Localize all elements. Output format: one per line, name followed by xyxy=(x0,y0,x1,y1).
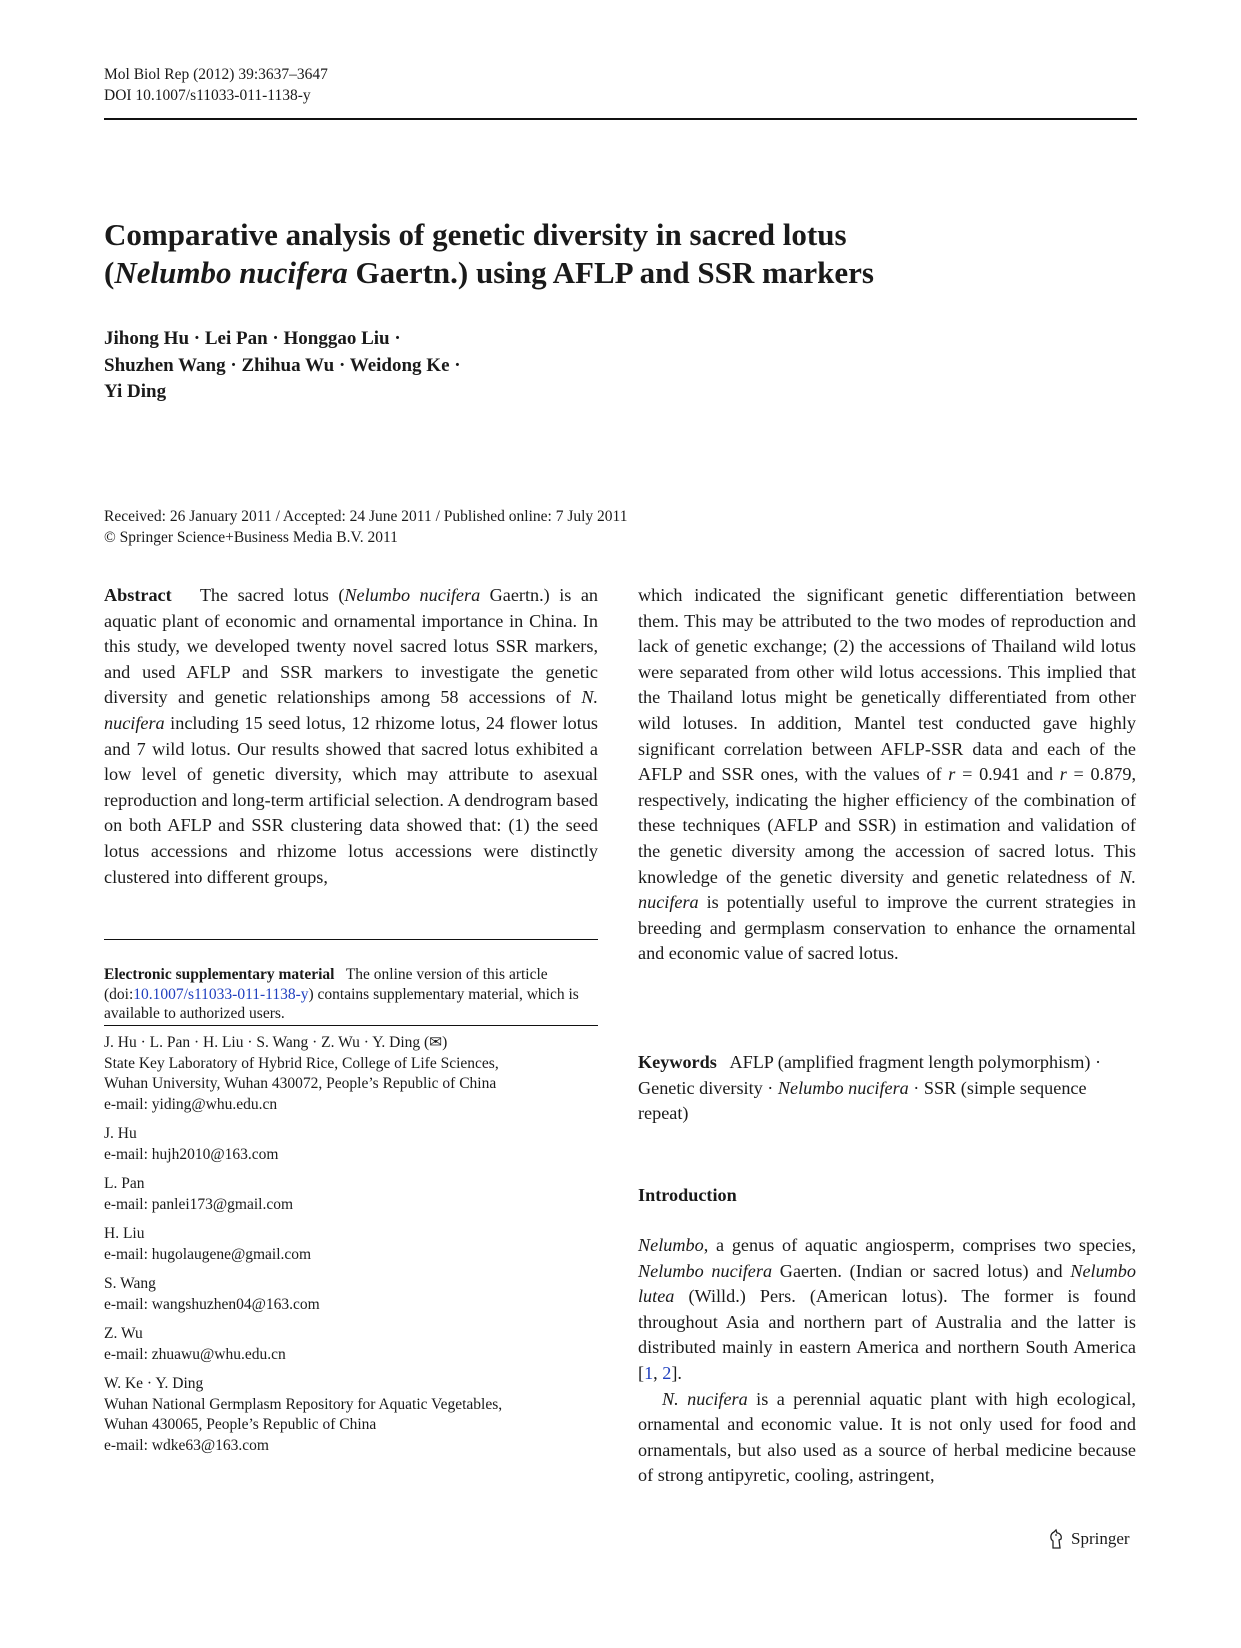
affiliation-line: Z. Wu xyxy=(104,1325,143,1342)
title-line-1: Comparative analysis of genetic diversity in sacred lotus xyxy=(104,217,847,252)
affiliation-line: J. Hu xyxy=(104,1125,137,1142)
affiliations xyxy=(104,1033,598,1465)
authors-line-2: Shuzhen Wang · Zhihua Wu · Weidong Ke · xyxy=(104,354,461,376)
genus-name: Nelumbo xyxy=(638,1235,704,1255)
affiliation-line: H. Liu xyxy=(104,1225,145,1242)
title-rest: Gaertn.) using AFLP and SSR markers xyxy=(347,255,874,290)
supplementary-doi-link[interactable]: 10.1007/s11033-011-1138-y xyxy=(133,985,309,1003)
keywords-text-2: · SSR (simple sequence repeat) xyxy=(638,1077,1087,1124)
affiliation-line: State Key Laboratory of Hybrid Rice, College of Life Sciences, xyxy=(104,1054,499,1072)
abstract-species-1: Nelumbo nucifera xyxy=(344,585,481,605)
authors-line-1: Jihong Hu · Lei Pan · Honggao Liu · xyxy=(104,328,401,349)
intro-text: is a perennial aquatic plant with high ecological, ornamental and economic value. It is not only used for food and ornamentals, but also used as a source of herbal medicine because of strong antipyretic, cooling, astringent, xyxy=(638,1388,1136,1486)
abstract-species-2: N. nucifera xyxy=(104,687,598,733)
affiliation-line: Wuhan University, Wuhan 430072, People’s Republic of China xyxy=(104,1075,497,1092)
affiliation-line: Wuhan National Germplasm Repository for Aquatic Vegetables, xyxy=(104,1395,503,1413)
supplementary-note xyxy=(104,965,598,1024)
intro-text: , a genus of aquatic angiosperm, comprises two species, xyxy=(703,1235,1136,1255)
abstract-text-4: which indicated the significant genetic differentiation between them. This may be attributed to the two modes of reproduction and lack of genetic exchange; (2) the accessions of Thailand wild lotus were separated from other wild lotus accessions. This implied that the Thailand lotus might be genetically differentiated from other wild lotuses. In addition, Mantel test conducted gave highly significant correlation between AFLP-SSR data and each of the AFLP and SSR ones, with the values of xyxy=(638,585,1136,785)
affiliation-email[interactable]: e-mail: zhuawu@whu.edu.cn xyxy=(104,1345,286,1363)
introduction-body xyxy=(638,1233,1136,1489)
author-list xyxy=(104,326,461,406)
abstract-species-3: N. nucifera xyxy=(638,866,1136,913)
springer-horse-icon xyxy=(1047,1528,1067,1550)
publication-dates xyxy=(104,506,627,548)
affiliation-block xyxy=(104,1033,598,1115)
math-var-r: r xyxy=(1059,764,1067,785)
species-name: Nelumbo nucifera xyxy=(638,1260,773,1281)
affiliation-block xyxy=(104,1224,598,1265)
abstract-text-5: = 0.941 and xyxy=(955,764,1060,785)
article-title xyxy=(104,216,1104,292)
supplementary-text-2: ) contains supplementary material, which is available to authorized users. xyxy=(104,985,579,1022)
abstract-text-2: Gaertn.) is an aquatic plant of economic and ornamental importance in China. In this study, we developed twenty novel sacred lotus SSR markers, and used AFLP and SSR markers to investigate the genetic diversity and genetic relationships among 58 accessions of xyxy=(104,585,598,708)
intro-paragraph-1 xyxy=(638,1233,1136,1387)
publisher-name: Springer xyxy=(1071,1529,1130,1548)
affiliation-line: W. Ke · Y. Ding xyxy=(104,1375,204,1392)
affiliation-email[interactable]: e-mail: wdke63@163.com xyxy=(104,1436,269,1454)
abstract-text-3: including 15 seed lotus, 12 rhizome lotus, 24 flower lotus and 7 wild lotus. Our results showed that sacred lotus exhibited a low level of genetic diversity, which may attribute to asexual reproduction and long-term artificial selection. A dendrogram based on both AFLP and SSR clustering data showed that: (1) the seed lotus accessions and rhizome lotus accessions were distinctly clustered into different groups, xyxy=(104,712,598,887)
publisher-footer xyxy=(1047,1528,1130,1550)
intro-text: Gaerten. (Indian or sacred lotus) and xyxy=(772,1260,1071,1281)
header-rule xyxy=(104,118,1137,120)
affiliation-block xyxy=(104,1124,598,1165)
doi-line: DOI 10.1007/s11033-011-1138-y xyxy=(104,87,311,104)
abstract-text-6: = 0.879, respectively, indicating the higher efficiency of the combination of these techniques (AFLP and SSR) in estimation and validation of the genetic diversity among the accession of sacred lotus. This knowledge of the genetic diversity and genetic relatedness of xyxy=(638,764,1136,887)
affiliation-block xyxy=(104,1174,598,1215)
copyright-line: © Springer Science+Business Media B.V. 2011 xyxy=(104,529,398,546)
affiliation-block xyxy=(104,1374,598,1456)
intro-paragraph-2 xyxy=(638,1387,1136,1489)
keywords xyxy=(638,1050,1136,1127)
affiliation-email[interactable]: e-mail: hugolaugene@gmail.com xyxy=(104,1245,312,1263)
species-name: N. nucifera xyxy=(662,1388,748,1409)
affiliation-email[interactable]: e-mail: panlei173@gmail.com xyxy=(104,1195,294,1213)
supplementary-text-1: The online version of this article (doi: xyxy=(104,966,548,1003)
citation-separator: , xyxy=(653,1362,663,1383)
abstract-text-1: The sacred lotus ( xyxy=(199,585,345,605)
affiliation-rule xyxy=(104,1025,598,1026)
supplementary-rule xyxy=(104,939,598,940)
title-species: Nelumbo nucifera xyxy=(114,255,348,290)
authors-line-3: Yi Ding xyxy=(104,381,167,402)
affiliation-email[interactable]: e-mail: wangshuzhen04@163.com xyxy=(104,1295,320,1313)
keywords-label: Keywords xyxy=(638,1052,717,1072)
affiliation-line: S. Wang xyxy=(104,1275,156,1292)
affiliation-email[interactable]: e-mail: yiding@whu.edu.cn xyxy=(104,1095,278,1113)
citation-link-2[interactable]: 2 xyxy=(662,1362,672,1383)
keyword-species: Nelumbo nucifera xyxy=(777,1077,909,1098)
introduction-heading: Introduction xyxy=(638,1185,737,1205)
math-var-r: r xyxy=(948,764,956,785)
affiliation-email[interactable]: e-mail: hujh2010@163.com xyxy=(104,1145,279,1163)
citation-link-1[interactable]: 1 xyxy=(644,1362,654,1383)
affiliation-line: Wuhan 430065, People’s Republic of China xyxy=(104,1416,377,1433)
dates-line: Received: 26 January 2011 / Accepted: 24 June 2011 / Published online: 7 July 2011 xyxy=(104,508,628,525)
affiliation-line: J. Hu · L. Pan · H. Liu · S. Wang · Z. Wu · Y. Ding (✉) xyxy=(104,1034,448,1051)
journal-header xyxy=(104,64,328,106)
intro-text: (Willd.) Pers. (American lotus). The former is found throughout Asia and northern part of Australia and the latter is distributed mainly in eastern America and northern South America [ xyxy=(638,1286,1136,1383)
abstract-left-column xyxy=(104,583,598,890)
affiliation-block xyxy=(104,1324,598,1365)
supplementary-label: Electronic supplementary material xyxy=(104,966,335,983)
abstract-text-7: is potentially useful to improve the current strategies in breeding and germplasm conservation to enhance the ornamental and economic value of sacred lotus. xyxy=(638,892,1136,964)
abstract-label: Abstract xyxy=(104,585,172,605)
affiliation-block xyxy=(104,1274,598,1315)
abstract-right-column xyxy=(638,583,1136,967)
journal-citation: Mol Biol Rep (2012) 39:3637–3647 xyxy=(104,66,328,83)
species-name: Nelumbo lutea xyxy=(638,1260,1136,1307)
keywords-text-1: AFLP (amplified fragment length polymorphism) · Genetic diversity · xyxy=(638,1052,1102,1098)
title-paren: ( xyxy=(104,255,115,290)
affiliation-line: L. Pan xyxy=(104,1175,145,1192)
intro-text: ]. xyxy=(671,1362,682,1383)
title-line-2 xyxy=(104,254,1104,292)
